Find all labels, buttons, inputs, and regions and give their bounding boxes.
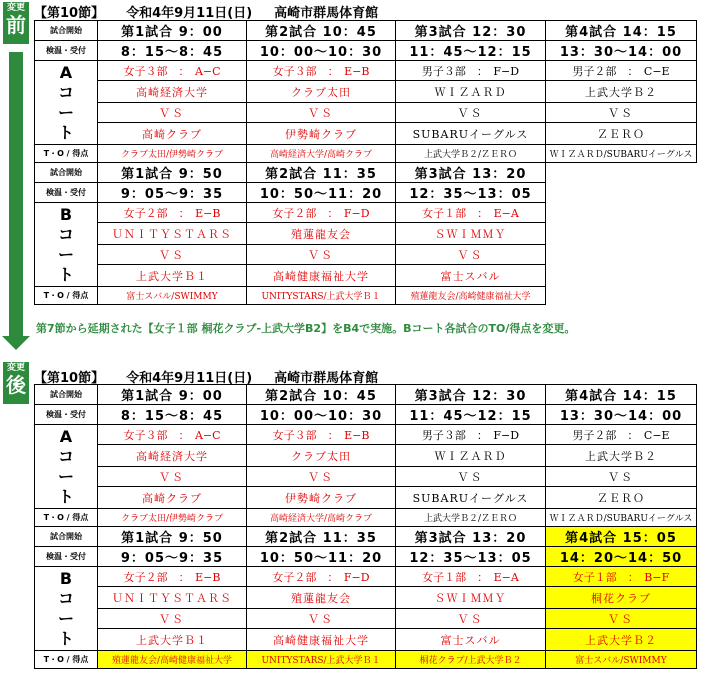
court-letter: ー bbox=[57, 102, 74, 122]
court-letter: コ bbox=[57, 446, 74, 466]
game-to: ＷＩＺＡＲＤ/SUBARUイーグルス bbox=[546, 509, 697, 527]
game-to: 高崎経済大学/高崎クラブ bbox=[247, 145, 396, 163]
game-header: 第3試合 12：30 bbox=[396, 21, 546, 41]
game-team1: 上武大学Ｂ２ bbox=[546, 81, 697, 103]
checkin-label: 検温・受付 bbox=[35, 547, 98, 567]
game-team2: 富士スバル bbox=[396, 265, 546, 287]
game-header: 第4試合 15：05 bbox=[546, 527, 697, 547]
badge-big-label: 後 bbox=[6, 373, 26, 397]
game-time: 8：15〜8：45 bbox=[98, 405, 247, 425]
game-vs: ＶＳ bbox=[98, 245, 247, 265]
game-division: 男子３部 ： F−D bbox=[396, 61, 546, 81]
after-schedule-table bbox=[34, 384, 697, 669]
game-team2: 上武大学Ｂ１ bbox=[98, 265, 247, 287]
game-time: 10：00〜10：30 bbox=[247, 405, 396, 425]
game-team1: ＳＷＩＭＭＹ bbox=[396, 223, 546, 245]
start-label: 試合開始 bbox=[35, 163, 98, 183]
after-badge bbox=[3, 362, 29, 404]
game-time: 10：50〜11：20 bbox=[247, 183, 396, 203]
court-letter: B bbox=[59, 568, 73, 588]
game-team2: 上武大学Ｂ２ bbox=[546, 629, 697, 651]
game-to: UNITYSTARS/上武大学Ｂ１ bbox=[247, 287, 396, 305]
badge-big-label: 前 bbox=[6, 13, 26, 37]
game-team2: SUBARUイーグルス bbox=[396, 123, 546, 145]
game-to: 富士スバル/SWIMMY bbox=[98, 287, 247, 305]
court-letter: コ bbox=[57, 224, 74, 244]
game-vs: ＶＳ bbox=[98, 467, 247, 487]
game-division: 女子３部 ： A−C bbox=[98, 61, 247, 81]
game-header: 第1試合 9：50 bbox=[98, 163, 247, 183]
game-header: 第4試合 14：15 bbox=[546, 21, 697, 41]
game-time: 8：15〜8：45 bbox=[98, 41, 247, 61]
badge-small-label: 変更 bbox=[6, 3, 25, 13]
to-label: T・O / 得点 bbox=[35, 287, 98, 305]
round-label: 【第10節】 bbox=[34, 6, 105, 21]
change-note: 第7節から延期された【女子１部 桐花クラブ-上武大学B2】をB4で実施。Bコート各試合のTO/得点を変更。 bbox=[36, 322, 576, 335]
court-letter: B bbox=[59, 204, 73, 224]
game-vs: ＶＳ bbox=[396, 467, 546, 487]
game-time: 11：45〜12：15 bbox=[396, 41, 546, 61]
game-team2: 伊勢崎クラブ bbox=[247, 487, 396, 509]
game-team2: SUBARUイーグルス bbox=[396, 487, 546, 509]
court-label bbox=[35, 425, 98, 509]
game-header: 第1試合 9：00 bbox=[98, 21, 247, 41]
game-team1: ＵＮＩＴＹＳＴＡＲＳ bbox=[98, 587, 247, 609]
game-header: 第2試合 11：35 bbox=[247, 163, 396, 183]
game-division: 男子３部 ： F−D bbox=[396, 425, 546, 445]
game-division: 女子２部 ： F−D bbox=[247, 567, 396, 587]
game-vs: ＶＳ bbox=[546, 609, 697, 629]
court-letter: ー bbox=[57, 466, 74, 486]
game-to: 上武大学Ｂ２/ＺＥＲＯ bbox=[396, 145, 546, 163]
game-to: クラブ太田/伊勢崎クラブ bbox=[98, 509, 247, 527]
game-division: 女子１部 ： E−A bbox=[396, 203, 546, 223]
game-team2: ＺＥＲＯ bbox=[546, 487, 697, 509]
game-team1: クラブ太田 bbox=[247, 81, 396, 103]
court-label bbox=[35, 61, 98, 145]
to-label: T・O / 得点 bbox=[35, 509, 98, 527]
before-title bbox=[34, 2, 400, 21]
game-time: 11：45〜12：15 bbox=[396, 405, 546, 425]
to-label: T・O / 得点 bbox=[35, 145, 98, 163]
game-team2: 高崎クラブ bbox=[98, 123, 247, 145]
badge-small-label: 変更 bbox=[6, 363, 25, 373]
court-letter: A bbox=[59, 62, 73, 82]
game-team1: ＳＷＩＭＭＹ bbox=[396, 587, 546, 609]
court-letter: ト bbox=[57, 486, 74, 506]
game-time: 13：30〜14：00 bbox=[546, 405, 697, 425]
court-letter: ト bbox=[57, 264, 74, 284]
court-label bbox=[35, 203, 98, 287]
date-label: 令和4年9月11日(日) bbox=[126, 6, 253, 21]
game-team1: 高崎経済大学 bbox=[98, 445, 247, 467]
court-letter: A bbox=[59, 426, 73, 446]
game-team2: 伊勢崎クラブ bbox=[247, 123, 396, 145]
to-label: T・O / 得点 bbox=[35, 651, 98, 669]
game-time: 13：30〜14：00 bbox=[546, 41, 697, 61]
game-division: 女子３部 ： E−B bbox=[247, 425, 396, 445]
game-division: 男子２部 ： C−E bbox=[546, 425, 697, 445]
game-time: 9：05〜9：35 bbox=[98, 183, 247, 203]
game-division: 女子１部 ： E−A bbox=[396, 567, 546, 587]
game-team1: 高崎経済大学 bbox=[98, 81, 247, 103]
before-schedule-table bbox=[34, 20, 697, 305]
round-label: 【第10節】 bbox=[34, 371, 105, 386]
game-to: 殖蓮龍友会/高崎健康福祉大学 bbox=[396, 287, 546, 305]
game-time: 10：00〜10：30 bbox=[247, 41, 396, 61]
checkin-label: 検温・受付 bbox=[35, 405, 98, 425]
venue-label: 高崎市群馬体育館 bbox=[274, 6, 379, 21]
court-letter: ト bbox=[57, 628, 74, 648]
game-vs: ＶＳ bbox=[247, 467, 396, 487]
game-team2: 高崎クラブ bbox=[98, 487, 247, 509]
game-to: 富士スバル/SWIMMY bbox=[546, 651, 697, 669]
down-arrow-icon bbox=[2, 336, 30, 350]
game-to: クラブ太田/伊勢崎クラブ bbox=[98, 145, 247, 163]
game-to: UNITYSTARS/上武大学Ｂ１ bbox=[247, 651, 396, 669]
date-label: 令和4年9月11日(日) bbox=[126, 371, 253, 386]
game-vs: ＶＳ bbox=[546, 467, 697, 487]
start-label: 試合開始 bbox=[35, 21, 98, 41]
checkin-label: 検温・受付 bbox=[35, 41, 98, 61]
venue-label: 高崎市群馬体育館 bbox=[274, 371, 379, 386]
start-label: 試合開始 bbox=[35, 385, 98, 405]
game-time: 9：05〜9：35 bbox=[98, 547, 247, 567]
game-time: 14：20〜14：50 bbox=[546, 547, 697, 567]
game-header: 第3試合 13：20 bbox=[396, 527, 546, 547]
game-team1: クラブ太田 bbox=[247, 445, 396, 467]
game-vs: ＶＳ bbox=[396, 103, 546, 123]
game-team2: 高崎健康福祉大学 bbox=[247, 629, 396, 651]
game-header: 第1試合 9：00 bbox=[98, 385, 247, 405]
game-vs: ＶＳ bbox=[396, 245, 546, 265]
start-label: 試合開始 bbox=[35, 527, 98, 547]
game-header: 第2試合 10：45 bbox=[247, 21, 396, 41]
game-time: 10：50〜11：20 bbox=[247, 547, 396, 567]
game-vs: ＶＳ bbox=[247, 609, 396, 629]
game-division: 女子１部 ： B−F bbox=[546, 567, 697, 587]
game-to: 高崎経済大学/高崎クラブ bbox=[247, 509, 396, 527]
game-vs: ＶＳ bbox=[546, 103, 697, 123]
game-header: 第3試合 12：30 bbox=[396, 385, 546, 405]
game-division: 女子３部 ： E−B bbox=[247, 61, 396, 81]
game-time: 12：35〜13：05 bbox=[396, 547, 546, 567]
game-division: 男子２部 ： C−E bbox=[546, 61, 697, 81]
game-vs: ＶＳ bbox=[98, 609, 247, 629]
game-team2: ＺＥＲＯ bbox=[546, 123, 697, 145]
game-team1: ＵＮＩＴＹＳＴＡＲＳ bbox=[98, 223, 247, 245]
game-to: 上武大学Ｂ２/ＺＥＲＯ bbox=[396, 509, 546, 527]
court-letter: ー bbox=[57, 608, 74, 628]
game-division: 女子２部 ： E−B bbox=[98, 203, 247, 223]
court-letter: コ bbox=[57, 82, 74, 102]
game-time: 12：35〜13：05 bbox=[396, 183, 546, 203]
game-to: 殖蓮龍友会/高崎健康福祉大学 bbox=[98, 651, 247, 669]
court-label bbox=[35, 567, 98, 651]
court-letter: ー bbox=[57, 244, 74, 264]
game-division: 女子２部 ： F−D bbox=[247, 203, 396, 223]
game-division: 女子２部 ： E−B bbox=[98, 567, 247, 587]
game-team1: ＷＩＺＡＲＤ bbox=[396, 81, 546, 103]
game-team2: 上武大学Ｂ１ bbox=[98, 629, 247, 651]
court-letter: ト bbox=[57, 122, 74, 142]
game-to: 桐花クラブ/上武大学Ｂ２ bbox=[396, 651, 546, 669]
game-vs: ＶＳ bbox=[247, 245, 396, 265]
game-header: 第1試合 9：50 bbox=[98, 527, 247, 547]
arrow-shaft bbox=[9, 52, 23, 338]
game-division: 女子３部 ： A−C bbox=[98, 425, 247, 445]
game-team1: 上武大学Ｂ２ bbox=[546, 445, 697, 467]
game-team1: 桐花クラブ bbox=[546, 587, 697, 609]
game-team1: 殖蓮龍友会 bbox=[247, 223, 396, 245]
game-team2: 高崎健康福祉大学 bbox=[247, 265, 396, 287]
game-header: 第2試合 11：35 bbox=[247, 527, 396, 547]
game-header: 第2試合 10：45 bbox=[247, 385, 396, 405]
game-team1: ＷＩＺＡＲＤ bbox=[396, 445, 546, 467]
checkin-label: 検温・受付 bbox=[35, 183, 98, 203]
court-letter: コ bbox=[57, 588, 74, 608]
game-header: 第4試合 14：15 bbox=[546, 385, 697, 405]
game-team1: 殖蓮龍友会 bbox=[247, 587, 396, 609]
game-to: ＷＩＺＡＲＤ/SUBARUイーグルス bbox=[546, 145, 697, 163]
before-badge bbox=[3, 2, 29, 44]
game-team2: 富士スバル bbox=[396, 629, 546, 651]
game-vs: ＶＳ bbox=[98, 103, 247, 123]
game-header: 第3試合 13：20 bbox=[396, 163, 546, 183]
game-vs: ＶＳ bbox=[247, 103, 396, 123]
game-vs: ＶＳ bbox=[396, 609, 546, 629]
